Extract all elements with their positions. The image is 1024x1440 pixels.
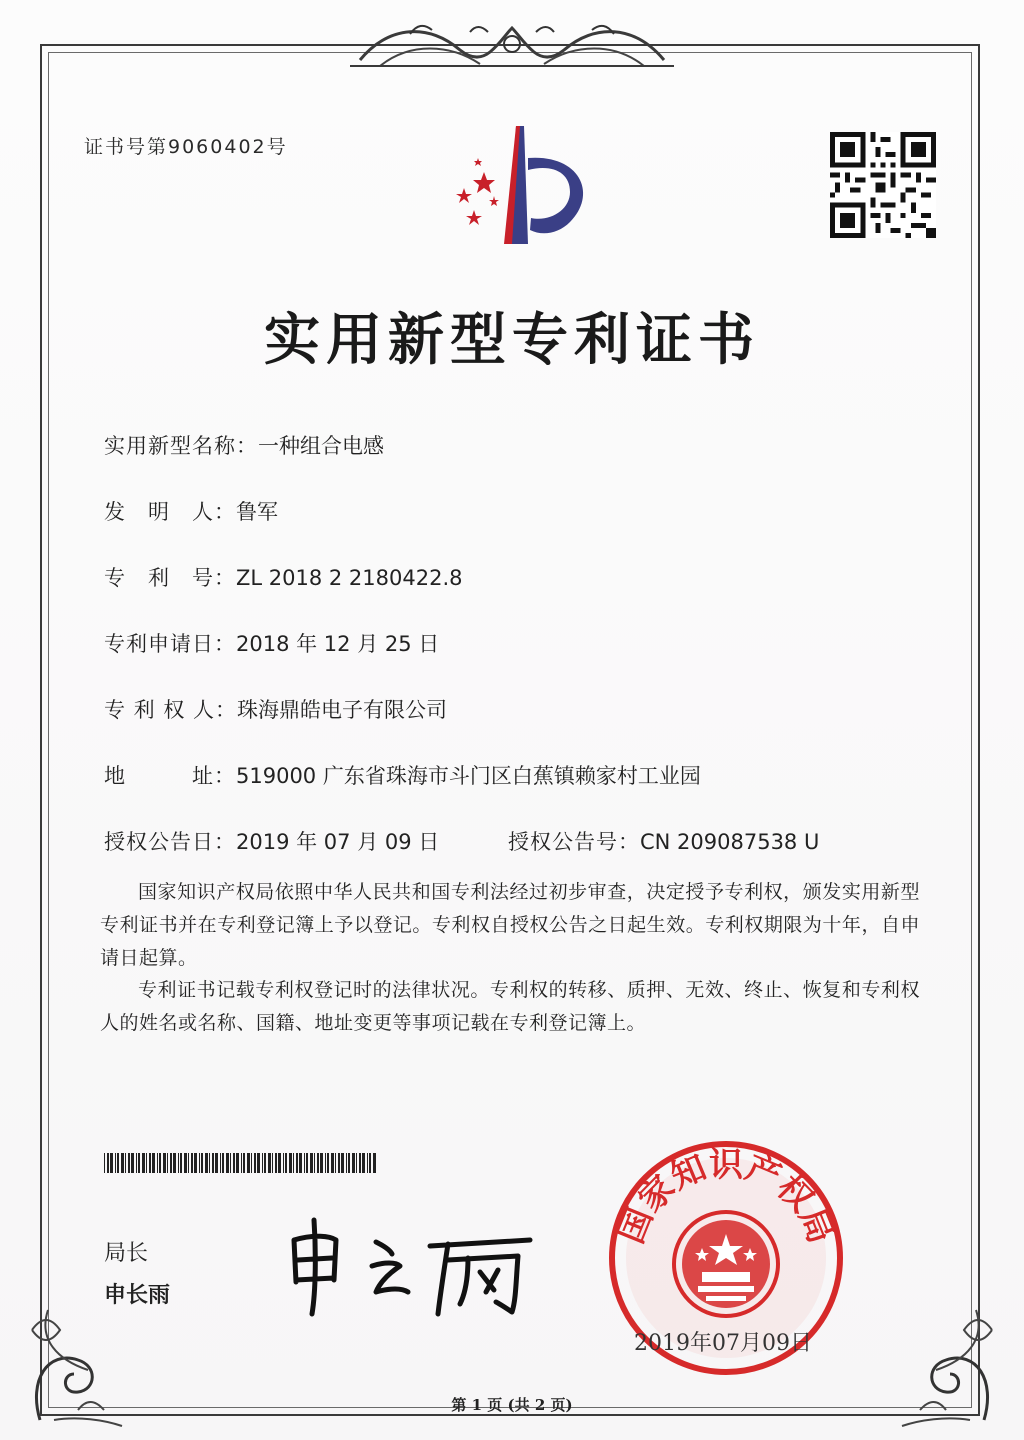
certificate-number: 证书号第9060402号 <box>84 136 288 158</box>
field-patent-number <box>104 562 462 592</box>
field-label: 授权公告号： <box>508 830 640 854</box>
field-address <box>104 760 701 790</box>
signature-icon <box>280 1200 540 1320</box>
seal-text: 国家知识产权局 <box>611 1145 841 1249</box>
barcode-icon <box>104 1153 376 1173</box>
field-label: 专利申请日： <box>104 632 236 656</box>
field-value: 519000 广东省珠海市斗门区白蕉镇赖家村工业园 <box>236 764 701 788</box>
page-number: 第 1 页 (共 2 页) <box>451 1396 573 1414</box>
field-value: 珠海鼎皓电子有限公司 <box>237 698 448 722</box>
field-grant-number <box>508 826 819 856</box>
field-label: 发 明 人： <box>104 500 236 524</box>
seal-date: 2019年07月09日 <box>634 1331 812 1356</box>
statement-paragraph-2: 专利证书记载专利权登记时的法律状况。专利权的转移、质押、无效、终止、恢复和专利权人的姓名或名称、国籍、地址变更等事项记载在专利登记簿上。 <box>100 979 920 1034</box>
field-patentee <box>104 694 447 724</box>
cnipa-emblem-icon <box>420 118 610 248</box>
qr-code-icon <box>830 132 936 238</box>
field-label: 地 址： <box>104 764 236 788</box>
field-value: 2018 年 12 月 25 日 <box>236 632 440 656</box>
signatory-name: 申长雨 <box>104 1283 171 1308</box>
field-value: ZL 2018 2 2180422.8 <box>236 566 463 590</box>
field-inventor <box>104 496 278 526</box>
field-utility-model-name <box>104 430 384 460</box>
field-value: 2019 年 07 月 09 日 <box>236 830 440 854</box>
statement-paragraph-1: 国家知识产权局依照中华人民共和国专利法经过初步审查，决定授予专利权，颁发实用新型专利证书并在专利登记簿上予以登记。专利权自授权公告之日起生效。专利权期限为十年，自申请日起算。 <box>100 881 920 969</box>
field-label: 专 利 号： <box>104 566 236 590</box>
field-filing-date <box>104 628 439 658</box>
field-label: 专 利 权 人： <box>104 698 238 722</box>
field-label: 授权公告日： <box>104 830 236 854</box>
field-value: 一种组合电感 <box>258 434 384 458</box>
signatory-title: 局长 <box>104 1241 149 1266</box>
field-label: 实用新型名称： <box>104 434 258 458</box>
field-value: 鲁军 <box>236 500 278 524</box>
certificate-title: 实用新型专利证书 <box>264 307 760 373</box>
field-value: CN 209087538 U <box>640 830 820 854</box>
top-ornament <box>350 14 674 76</box>
field-grant-date <box>104 826 439 856</box>
